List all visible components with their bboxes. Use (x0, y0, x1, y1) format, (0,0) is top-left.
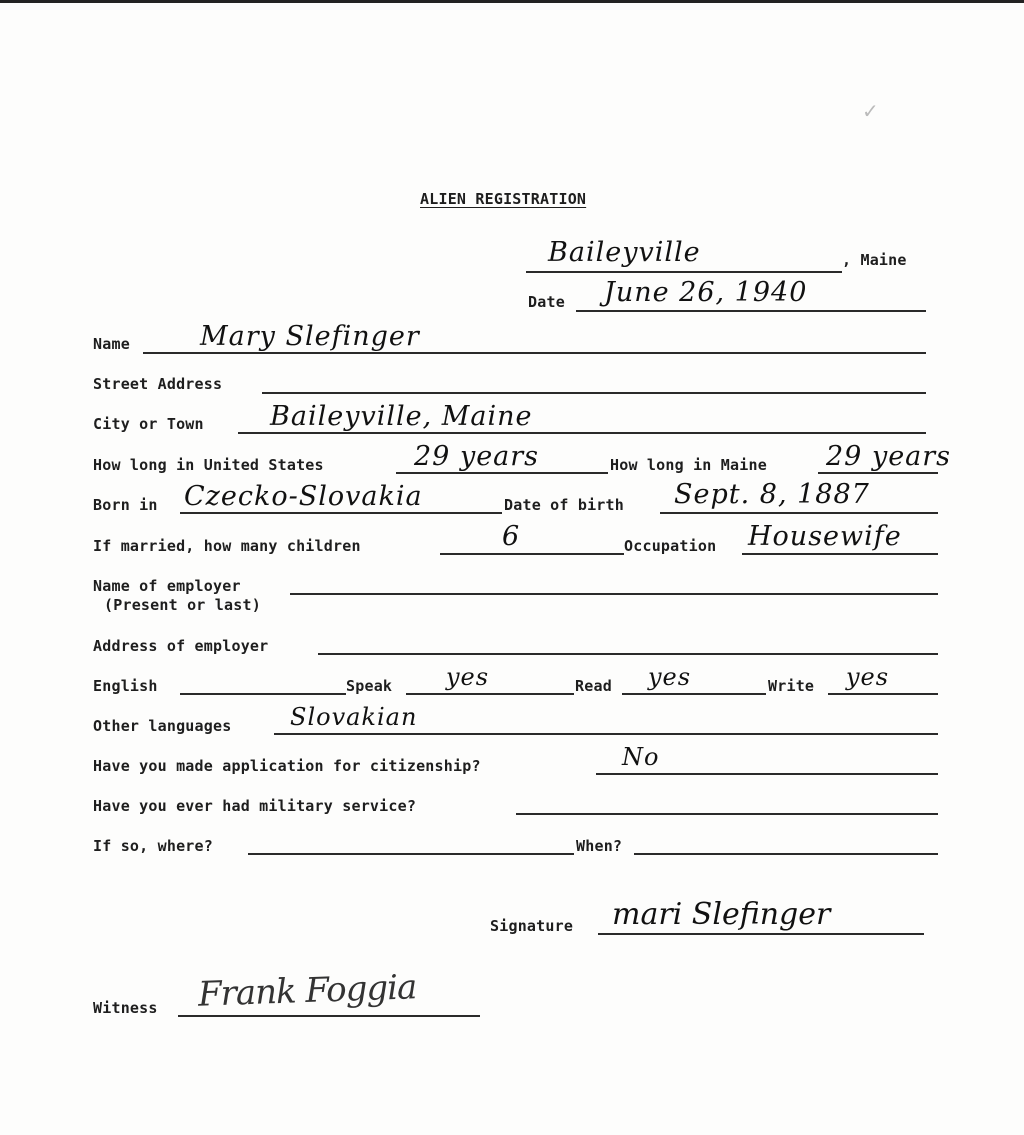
read-value: yes (648, 663, 692, 691)
other-languages-value: Slovakian (290, 703, 418, 731)
dob-line (660, 512, 938, 514)
us-length-value: 29 years (414, 441, 540, 472)
speak-line (406, 693, 574, 695)
other-languages-label: Other languages (93, 717, 232, 735)
us-length-line (396, 472, 608, 474)
maine-length-value: 29 years (826, 441, 952, 472)
read-label: Read (575, 677, 612, 695)
town-value: Baileyville (548, 237, 701, 268)
name-value: Mary Slefinger (200, 321, 420, 352)
when-line (634, 853, 938, 855)
where-line (248, 853, 574, 855)
dob-label: Date of birth (504, 496, 624, 514)
occupation-value: Housewife (748, 521, 902, 552)
date-label: Date (528, 293, 565, 311)
citizenship-value: No (622, 743, 660, 771)
english-line (180, 693, 346, 695)
signature-value: mari Slefinger (612, 897, 831, 932)
witness-line (178, 1015, 480, 1017)
children-label: If married, how many children (93, 537, 361, 555)
speak-label: Speak (346, 677, 393, 695)
speak-value: yes (446, 663, 490, 691)
born-line (180, 512, 502, 514)
employer-address-label: Address of employer (93, 637, 269, 655)
write-label: Write (768, 677, 815, 695)
born-label: Born in (93, 496, 158, 514)
employer-address-line (318, 653, 938, 655)
city-label: City or Town (93, 415, 204, 433)
employer-sublabel: (Present or last) (104, 596, 261, 614)
write-line (828, 693, 938, 695)
english-label: English (93, 677, 158, 695)
form-title: ALIEN REGISTRATION (420, 190, 587, 208)
employer-line (290, 593, 938, 595)
other-languages-line (274, 733, 938, 735)
military-label: Have you ever had military service? (93, 797, 417, 815)
read-line (622, 693, 766, 695)
date-value: June 26, 1940 (604, 277, 808, 308)
occupation-line (742, 553, 938, 555)
citizenship-line (596, 773, 938, 775)
citizenship-label: Have you made application for citizenship? (93, 757, 481, 775)
born-value: Czecko-Slovakia (184, 481, 423, 512)
maine-length-label: How long in Maine (610, 456, 767, 474)
signature-label: Signature (490, 917, 574, 935)
children-line (440, 553, 624, 555)
street-label: Street Address (93, 375, 223, 393)
street-line (262, 392, 926, 394)
signature-line (598, 933, 924, 935)
name-label: Name (93, 335, 130, 353)
children-value: 6 (502, 521, 521, 552)
witness-label: Witness (93, 999, 158, 1017)
state-label: , Maine (842, 251, 907, 269)
dob-value: Sept. 8, 1887 (674, 479, 870, 510)
us-length-label: How long in United States (93, 456, 324, 474)
city-line (238, 432, 926, 434)
check-mark-icon: ✓ (862, 99, 879, 123)
occupation-label: Occupation (624, 537, 717, 555)
where-label: If so, where? (93, 837, 213, 855)
maine-length-line (818, 472, 938, 474)
when-label: When? (576, 837, 623, 855)
town-line (526, 271, 842, 273)
date-line (576, 310, 926, 312)
name-line (143, 352, 926, 354)
employer-label: Name of employer (93, 577, 241, 595)
city-value: Baileyville, Maine (270, 401, 533, 432)
witness-value: Frank Foggia (197, 967, 417, 1015)
write-value: yes (846, 663, 890, 691)
military-line (516, 813, 938, 815)
